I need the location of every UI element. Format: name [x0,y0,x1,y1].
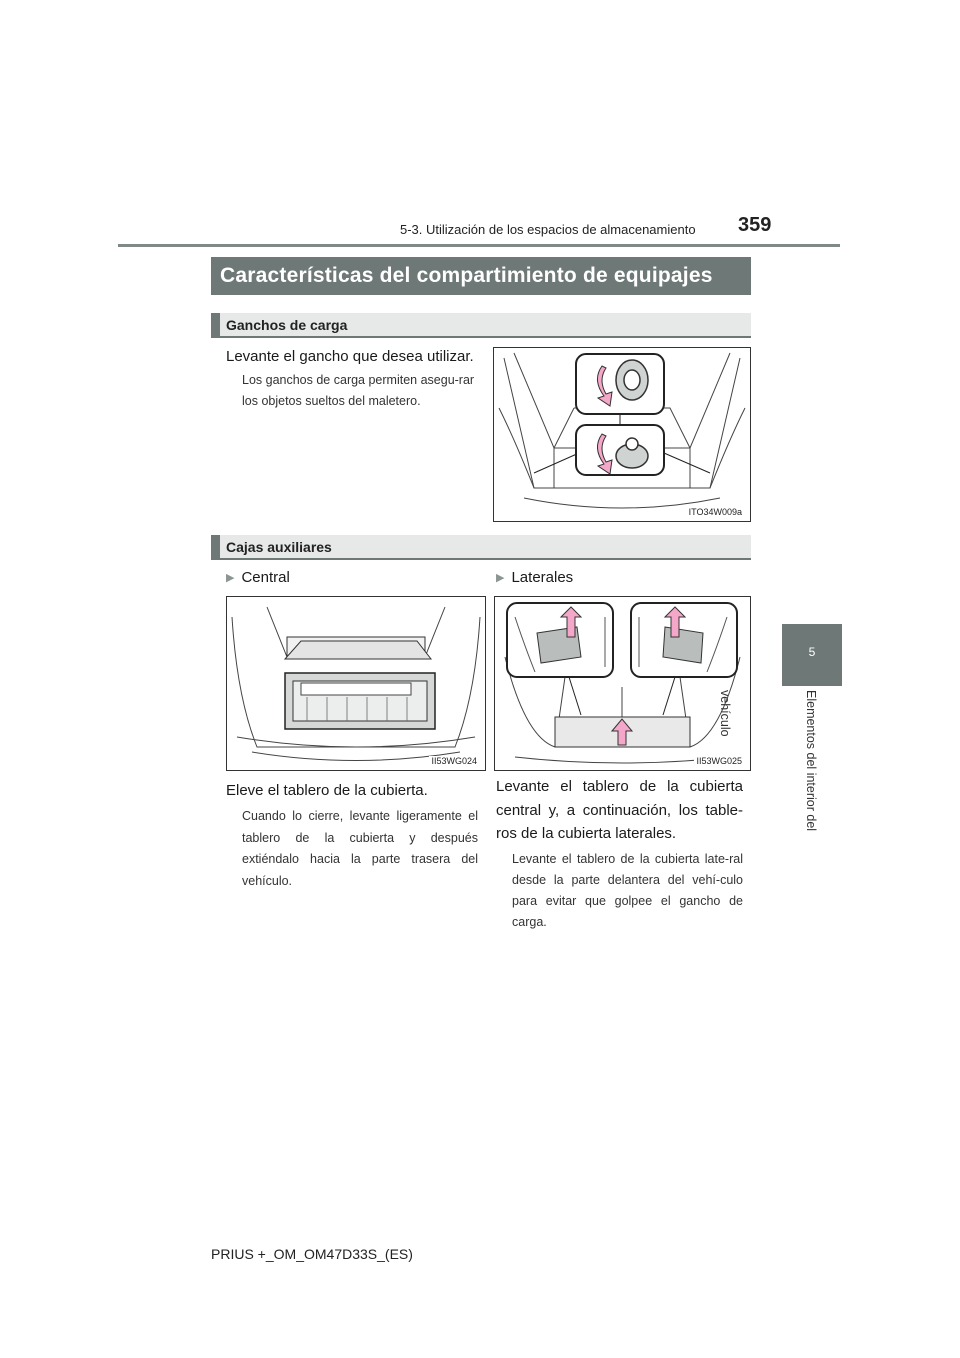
chapter-tab-label: Elementos del interior del vehículo [718,690,818,832]
lateral-instruction: Levante el tablero de la cubierta central y, a continuación, los table-ros de la cubierta laterales. [496,778,743,842]
cargo-hooks-illustration [494,348,750,521]
figure-code-cargo-hooks: ITO34W009a [688,507,742,517]
lateral-label: Laterales [511,569,574,586]
central-label: Central [241,569,290,586]
cargo-hooks-note: Los ganchos de carga permiten asegu-rar los objetos sueltos del maletero. [242,373,475,408]
lateral-label-row [496,566,573,590]
footer-document-code: PRIUS +_OM_OM47D33S_(ES) [211,1246,413,1262]
lateral-note: Levante el tablero de la cubierta late-ral desde la parte delantera del vehí-culo para evitar que golpee el gancho de carga. [512,852,743,929]
page-number: 359 [738,214,772,236]
figure-lateral-boxes [494,596,751,771]
triangle-bullet-icon: ▶ [226,572,235,584]
central-instruction: Eleve el tablero de la cubierta. [226,782,428,799]
figure-cargo-hooks [493,347,751,522]
header-section-title: 5-3. Utilización de los espacios de almacenamiento [400,222,696,237]
subheading-cargo-hooks: Ganchos de carga [211,313,751,338]
figure-central-box [226,596,486,771]
main-title: Características del compartimiento de equipajes [211,257,751,295]
central-box-illustration [227,597,485,770]
central-label-row [226,566,290,590]
chapter-tab: 5 [782,624,842,686]
triangle-bullet-icon: ▶ [496,572,505,584]
lateral-boxes-illustration [495,597,750,770]
figure-code-lateral: II53WG025 [696,756,742,766]
header-divider [118,244,840,247]
figure-code-central: II53WG024 [431,756,477,766]
subheading-aux-boxes: Cajas auxiliares [211,535,751,560]
central-note: Cuando lo cierre, levante ligeramente el tablero de la cubierta y después extiéndalo hacia la parte trasera del vehículo. [242,809,478,888]
cargo-hooks-instruction: Levante el gancho que desea utilizar. [226,348,474,365]
